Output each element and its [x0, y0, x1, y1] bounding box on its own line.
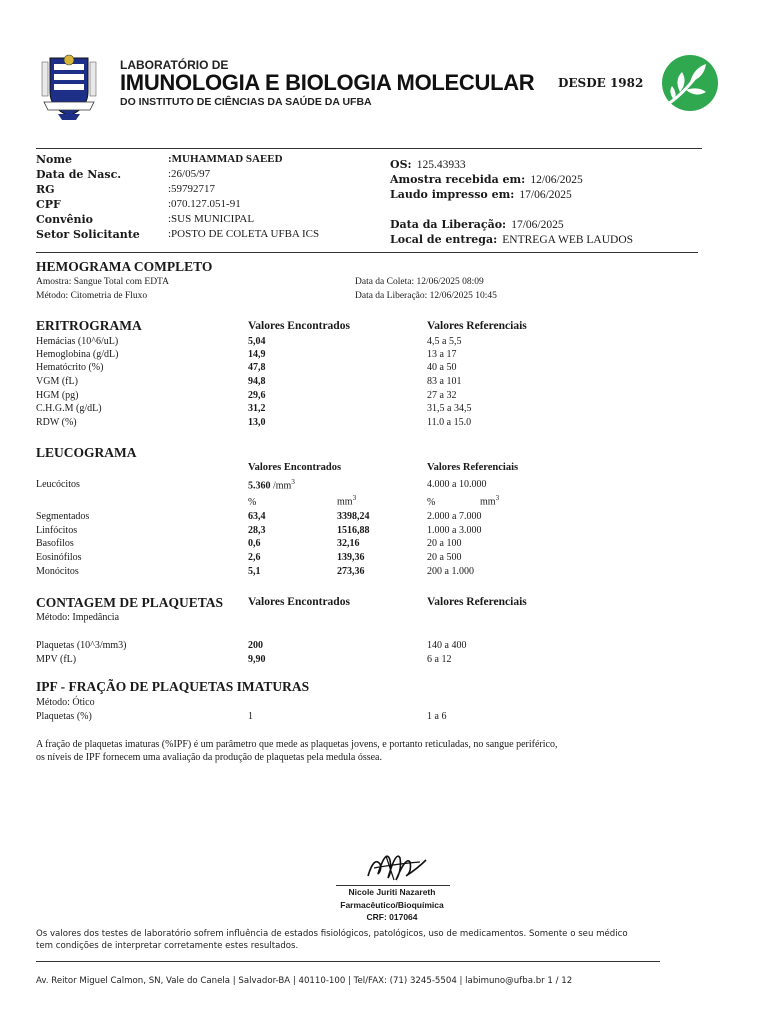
- leaf-logo-icon: [660, 52, 720, 114]
- convenio-label: Convênio: [36, 213, 93, 226]
- hemograma-liberacao: Data da Liberação: 12/06/2025 10:45: [355, 291, 497, 301]
- table-row-name: HGM (pg): [36, 390, 79, 401]
- laudo-value: 17/06/2025: [519, 189, 572, 201]
- nasc-value: :26/05/97: [168, 168, 211, 180]
- signature-role: Farmacêutico/Bioquímica: [340, 900, 444, 910]
- signature-line: [336, 885, 450, 886]
- table-row-name: Linfócitos: [36, 525, 78, 536]
- table-row-ref: 6 a 12: [427, 654, 452, 665]
- hemograma-title: HEMOGRAMA COMPLETO: [36, 259, 213, 274]
- leuco-ref-col-mm: mm: [480, 496, 496, 508]
- footer-address: Av. Reitor Miguel Calmon, SN, Vale do Canela | Salvador-BA | 40110-100 | Tel/FAX: (71) 3245-5504 | labimuno@ufba.br 1 / 12: [36, 976, 573, 986]
- leuco-ref-col-mm3: [480, 494, 499, 507]
- leucocitos-label: Leucócitos: [36, 479, 80, 490]
- leuco-col-mm3: [337, 494, 356, 507]
- table-row-abs: 273,36: [337, 566, 365, 577]
- table-row-ref: 13 a 17: [427, 349, 457, 360]
- table-row-pct: 28,3: [248, 525, 266, 536]
- rg-value: :59792717: [168, 183, 216, 195]
- amostra-label: Amostra recebida em:: [390, 173, 526, 186]
- table-row-name: Plaquetas (10^3/mm3): [36, 640, 127, 651]
- leucocitos-unit: /mm: [270, 480, 292, 492]
- amostra-value: 12/06/2025: [530, 174, 583, 186]
- table-row-value: 29,6: [248, 390, 266, 401]
- table-row-name: Eosinófilos: [36, 552, 82, 563]
- table-row-ref: 40 a 50: [427, 362, 457, 373]
- plaquetas-title: CONTAGEM DE PLAQUETAS: [36, 595, 224, 610]
- signature-crf: CRF: 017064: [366, 912, 418, 922]
- hemograma-metodo: Método: Citometria de Fluxo: [36, 291, 148, 301]
- table-row-pct: 63,4: [248, 511, 266, 522]
- eritrograma-col-ref: Valores Referenciais: [427, 320, 527, 332]
- os-label: OS:: [390, 158, 412, 171]
- liberacao-value: 17/06/2025: [511, 219, 564, 231]
- university-crest-icon: [40, 52, 98, 122]
- table-row-name: RDW (%): [36, 417, 77, 428]
- plaquetas-col-found: Valores Encontrados: [248, 596, 350, 608]
- rg-label: RG: [36, 183, 55, 196]
- table-row-name: Hematócrito (%): [36, 362, 104, 373]
- table-row-name: Monócitos: [36, 566, 79, 577]
- eritrograma-col-found: Valores Encontrados: [248, 320, 350, 332]
- table-row-ref: 27 a 32: [427, 390, 457, 401]
- signature-name: Nicole Juriti Nazareth: [348, 887, 436, 897]
- table-row-abs: 3398,24: [337, 511, 370, 522]
- leucocitos-number: 5.360: [248, 480, 271, 492]
- table-row-value: 47,8: [248, 362, 266, 373]
- laudo-label: Laudo impresso em:: [390, 188, 515, 201]
- leuco-col-mm-exp: 3: [352, 494, 357, 502]
- ipf-note-line1: A fração de plaquetas imaturas (%IPF) é um parâmetro que mede as plaquetas jovens, e portanto reticuladas, no sangue periférico,: [36, 739, 558, 750]
- header-lab-name: IMUNOLOGIA E BIOLOGIA MOLECULAR: [120, 70, 535, 95]
- table-row-ref: 1.000 a 3.000: [427, 525, 482, 536]
- footer-divider: [36, 961, 660, 962]
- table-row-value: 94,8: [248, 376, 266, 387]
- table-row-value: 5,04: [248, 336, 266, 347]
- patient-divider: [36, 252, 698, 253]
- ipf-row-name: Plaquetas (%): [36, 711, 92, 722]
- plaquetas-metodo: Método: Impedância: [36, 612, 120, 623]
- local-label: Local de entrega:: [390, 233, 498, 246]
- plaquetas-col-ref: Valores Referenciais: [427, 596, 527, 608]
- nome-value: :MUHAMMAD SAEED: [168, 153, 283, 165]
- table-row-ref: 11.0 a 15.0: [427, 417, 472, 428]
- table-row-name: MPV (fL): [36, 654, 77, 665]
- table-row-abs: 32,16: [337, 538, 360, 549]
- table-row-name: VGM (fL): [36, 376, 78, 387]
- cpf-value: :070.127.051-91: [168, 198, 241, 210]
- table-row-ref: 20 a 100: [427, 538, 462, 549]
- table-row-value: 14,9: [248, 349, 266, 360]
- setor-value: :POSTO DE COLETA UFBA ICS: [168, 228, 320, 240]
- table-row-value: 200: [248, 640, 263, 651]
- header-since: DESDE 1982: [558, 76, 644, 90]
- ipf-metodo: Método: Ótico: [36, 697, 95, 708]
- header-divider: [36, 148, 702, 149]
- table-row-abs: 1516,88: [337, 525, 370, 536]
- table-row-name: Hemoglobina (g/dL): [36, 349, 119, 360]
- nasc-label: Data de Nasc.: [36, 168, 122, 181]
- footer-disclaimer-line2: tem condições de interpretar corretamente estes resultados.: [36, 941, 299, 951]
- table-row-value: 31,2: [248, 403, 266, 414]
- local-field: [390, 228, 633, 247]
- eritrograma-title: ERITROGRAMA: [36, 318, 142, 333]
- table-row-value: 13,0: [248, 417, 266, 428]
- leuco-ref-col-pct: %: [427, 497, 436, 508]
- leucocitos-unit-exp: 3: [291, 478, 295, 486]
- table-row-ref: 2.000 a 7.000: [427, 511, 482, 522]
- leucocitos-ref: 4.000 a 10.000: [427, 479, 487, 490]
- footer-disclaimer-line1: Os valores dos testes de laboratório sofrem influência de estados fisiológicos, patológicos, uso de medicamentos. Somente o seu médico: [36, 929, 628, 939]
- liberacao-label: Data da Liberação:: [390, 218, 507, 231]
- table-row-ref: 140 a 400: [427, 640, 467, 651]
- table-row-ref: 200 a 1.000: [427, 566, 474, 577]
- os-value: 125.43933: [416, 159, 466, 171]
- leucocitos-value: [248, 478, 295, 491]
- leuco-ref-col-mm-exp: 3: [495, 494, 500, 502]
- ipf-title: IPF - FRAÇÃO DE PLAQUETAS IMATURAS: [36, 679, 310, 694]
- leuco-col-pct: %: [248, 497, 257, 508]
- hemograma-coleta: Data da Coleta: 12/06/2025 08:09: [355, 277, 484, 287]
- table-row-name: Segmentados: [36, 511, 90, 522]
- local-value: ENTREGA WEB LAUDOS: [502, 234, 634, 246]
- convenio-value: :SUS MUNICIPAL: [168, 213, 255, 225]
- ipf-note-line2: os níveis de IPF fornecem uma avaliação da produção de plaquetas pela medula óssea.: [36, 752, 382, 763]
- setor-label: Setor Solicitante: [36, 228, 140, 241]
- table-row-name: C.H.G.M (g/dL): [36, 403, 102, 414]
- hemograma-amostra: Amostra: Sangue Total com EDTA: [36, 277, 169, 287]
- table-row-ref: 31,5 a 34,5: [427, 403, 472, 414]
- table-row-value: 9,90: [248, 654, 266, 665]
- leucograma-col-found: Valores Encontrados: [248, 462, 342, 473]
- cpf-label: CPF: [36, 198, 61, 211]
- table-row-pct: 5,1: [248, 566, 261, 577]
- ipf-row-value: 1: [248, 711, 253, 722]
- leuco-col-mm: mm: [337, 496, 353, 508]
- leucograma-col-ref: Valores Referenciais: [427, 462, 519, 473]
- table-row-ref: 4,5 a 5,5: [427, 336, 462, 347]
- table-row-abs: 139,36: [337, 552, 365, 563]
- table-row-ref: 20 a 500: [427, 552, 462, 563]
- ipf-row-ref: 1 a 6: [427, 711, 447, 722]
- header-lab-prefix: LABORATÓRIO DE: [120, 58, 229, 72]
- table-row-name: Basofilos: [36, 538, 74, 549]
- nome-label: Nome: [36, 153, 73, 166]
- table-row-pct: 0,6: [248, 538, 261, 549]
- table-row-name: Hemácias (10^6/uL): [36, 336, 119, 347]
- table-row-ref: 83 a 101: [427, 376, 462, 387]
- handwritten-signature: [360, 842, 440, 886]
- laudo-field: [390, 183, 572, 202]
- table-row-pct: 2,6: [248, 552, 261, 563]
- header-institute: DO INSTITUTO DE CIÊNCIAS DA SAÚDE DA UFBA: [120, 96, 372, 108]
- leucograma-title: LEUCOGRAMA: [36, 445, 137, 460]
